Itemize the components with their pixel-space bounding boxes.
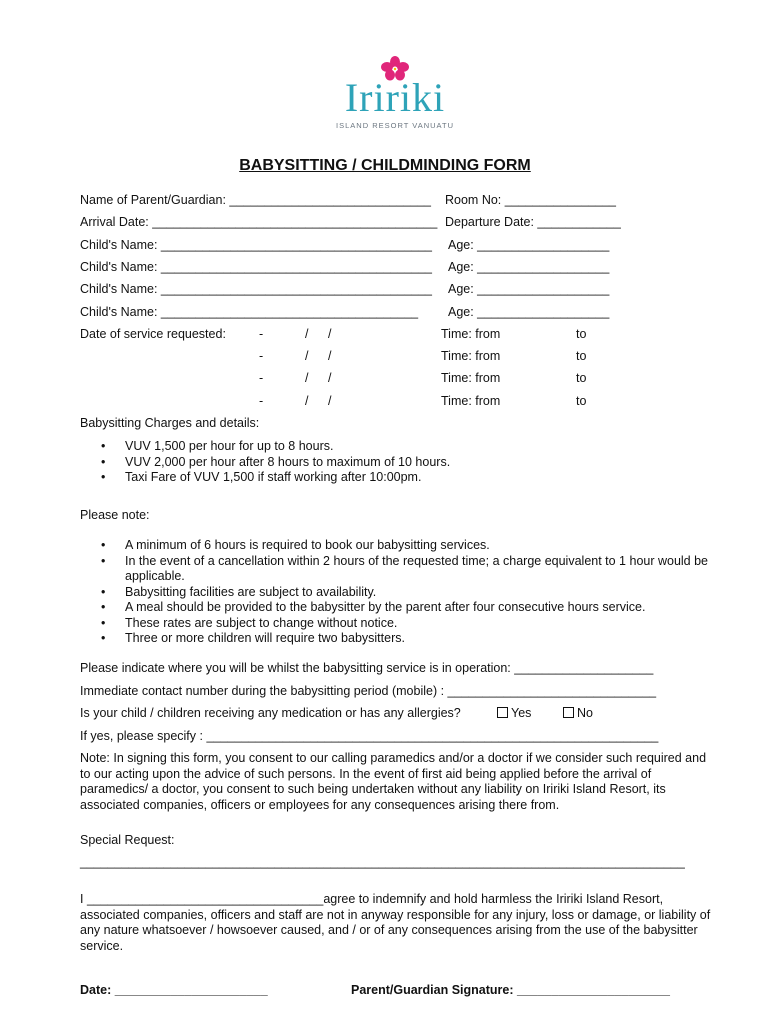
parent-name-field[interactable]: Name of Parent/Guardian: _____________________________ [80, 193, 431, 207]
list-item: • In the event of a cancellation within 2 hours of the requested time; a charge equivalent to 1 hour would be applicable. [101, 553, 709, 583]
departure-date-field[interactable]: Departure Date: ____________ [445, 215, 621, 229]
notes-list [80, 538, 725, 647]
consent-note: Note: In signing this form, you consent to our calling paramedics and/or a doctor if we consider such required and to our acting upon the advice of such persons. In the event of first aid being applied before the arrival of paramedics/ a doctor, you consent to such being undertaken without any liability on Iririki Island Resort, its associated companies, officers or employees for any consequences arising there from. [80, 751, 707, 812]
date-service-label: Date of service requested: [80, 327, 226, 341]
child-name-field-3[interactable]: Child's Name: _______________________________________ [80, 282, 433, 296]
yes-checkbox[interactable]: Yes [497, 706, 531, 721]
list-item: • VUV 1,500 per hour for up to 8 hours. [101, 439, 334, 453]
list-item: • VUV 2,000 per hour after 8 hours to maximum of 10 hours. [101, 454, 451, 469]
babysitting-form-page: Iririki ISLAND RESORT VANUATU BABYSITTING / CHILDMINDING FORM Name of Parent/Guardian: _____________________________ Room No: ________________ Arrival Date: _________________________________________ Departure Date: ____________ Child's Name: _______________________________________ Age: ___________________ Child's Name: _______________________________________ Age: ___________________ Child's Name: _______________________________________ Age: ___________________ Child's Name: _____________________________________ Age: ___________________ Date of service requested: - / / Time: from to - / / Time: from to - / / Time: from to - / / Time: from to Babysitting Charges and details: • VUV 1,500 per hour for up to 8 hours. • VUV 2,000 per hour after 8 hours to maximum of 10 hours. • Taxi Fare of VUV 1,500 if staff working after 10:00pm. Please note: • A minimum of 6 hours is required to book our babysitting services. • In the event of a cancellation within 2 hours of the requested time; a charge equivalent to 1 hour would be applicable. • Babysitting facilities are subject to availability. • A meal should be provided to the babysitter by the parent after four consecutive hours service. • These rates are subject to change without notice. • Three or more children will require two babysitters. Please indicate where you will be whilst the babysitting service is in operation: ____________________ Immediate contact number during the babysitting period (mobile) : ______________________________ Is your child / children receiving any medication or has any allergies? Yes No If yes, please specify : _________________________________________________________________ Note: In signing this form, you consent to our calling paramedics and/or a doctor if we consider such required and to our acting upon the advice of such persons. In the event of first aid being applied before the arrival of paramedics/ a doctor, you consent to such being undertaken without any liability on Iririki Island Resort, its associated companies, officers or employees for any consequences arising there from. Special Request: _______________________________________________________________________________________ I __________________________________agree to indemnify and hold harmless the Iririki Island Resort, associated companies, officers and staff are not in anyway responsible for any injury, loss or damage, or liability of any nature whatsoever / howsoever caused, and / or of any consequences arising from the use of the babysitter service. Date: ______________________ Parent/Guardian Signature: ______________________ [0, 0, 770, 1024]
child-name-field-4[interactable]: Child's Name: _____________________________________ [80, 305, 419, 319]
child-age-field-1[interactable]: Age: ___________________ [448, 238, 610, 252]
indemnity-name-field[interactable]: __________________________________ [86, 892, 324, 906]
logo-wordmark: Iririki [344, 75, 446, 120]
guardian-signature-field[interactable]: Parent/Guardian Signature: ______________________ [351, 983, 670, 997]
notes-heading: Please note: [80, 508, 150, 522]
list-item: • Three or more children will require two babysitters. [101, 631, 405, 645]
list-item: • Taxi Fare of VUV 1,500 if staff working after 10:00pm. [101, 470, 422, 484]
location-field[interactable]: Please indicate where you will be whilst the babysitting service is in operation: ____________________ [80, 661, 654, 675]
logo-subtitle: ISLAND RESORT VANUATU [336, 121, 454, 130]
charges-heading: Babysitting Charges and details: [80, 416, 260, 430]
child-age-field-3[interactable]: Age: ___________________ [448, 282, 610, 296]
contact-number-field[interactable]: Immediate contact number during the babysitting period (mobile) : ______________________________ [80, 684, 657, 698]
indemnity-statement: I __________________________________agree to indemnify and hold harmless the Iririki Island Resort, associated companies, officers and staff are not in anyway responsible for any injury, loss or damage, or liability of any nature whatsoever / howsoever caused, and / or of any consequences arising from the use of the babysitter service. [80, 892, 711, 953]
child-age-field-2[interactable]: Age: ___________________ [448, 260, 610, 274]
special-request-label: Special Request: [80, 833, 175, 847]
no-checkbox[interactable]: No [563, 706, 593, 721]
child-name-field-2[interactable]: Child's Name: _______________________________________ [80, 260, 433, 274]
arrival-date-field[interactable]: Arrival Date: _________________________________________ [80, 215, 438, 229]
room-number-field[interactable]: Room No: ________________ [445, 193, 616, 207]
charges-list [80, 439, 720, 486]
list-item: • These rates are subject to change without notice. [101, 615, 398, 630]
checkbox-icon [497, 707, 508, 718]
special-request-line[interactable]: _______________________________________________________________________________________ [80, 855, 685, 869]
form-title: BABYSITTING / CHILDMINDING FORM [239, 157, 531, 174]
child-age-field-4[interactable]: Age: ___________________ [448, 305, 610, 319]
allergy-specify-field[interactable]: If yes, please specify : _________________________________________________________________ [80, 729, 659, 743]
list-item: • Babysitting facilities are subject to availability. [101, 584, 377, 599]
list-item: • A minimum of 6 hours is required to book our babysitting services. [101, 538, 490, 552]
medication-question: Is your child / children receiving any medication or has any allergies? [80, 706, 461, 720]
child-name-field-1[interactable]: Child's Name: _______________________________________ [80, 238, 433, 252]
list-item: • A meal should be provided to the babysitter by the parent after four consecutive hours service. [101, 600, 646, 614]
resort-logo [330, 56, 460, 130]
date-signature-field[interactable]: Date: ______________________ [80, 983, 268, 997]
checkbox-icon [563, 707, 574, 718]
